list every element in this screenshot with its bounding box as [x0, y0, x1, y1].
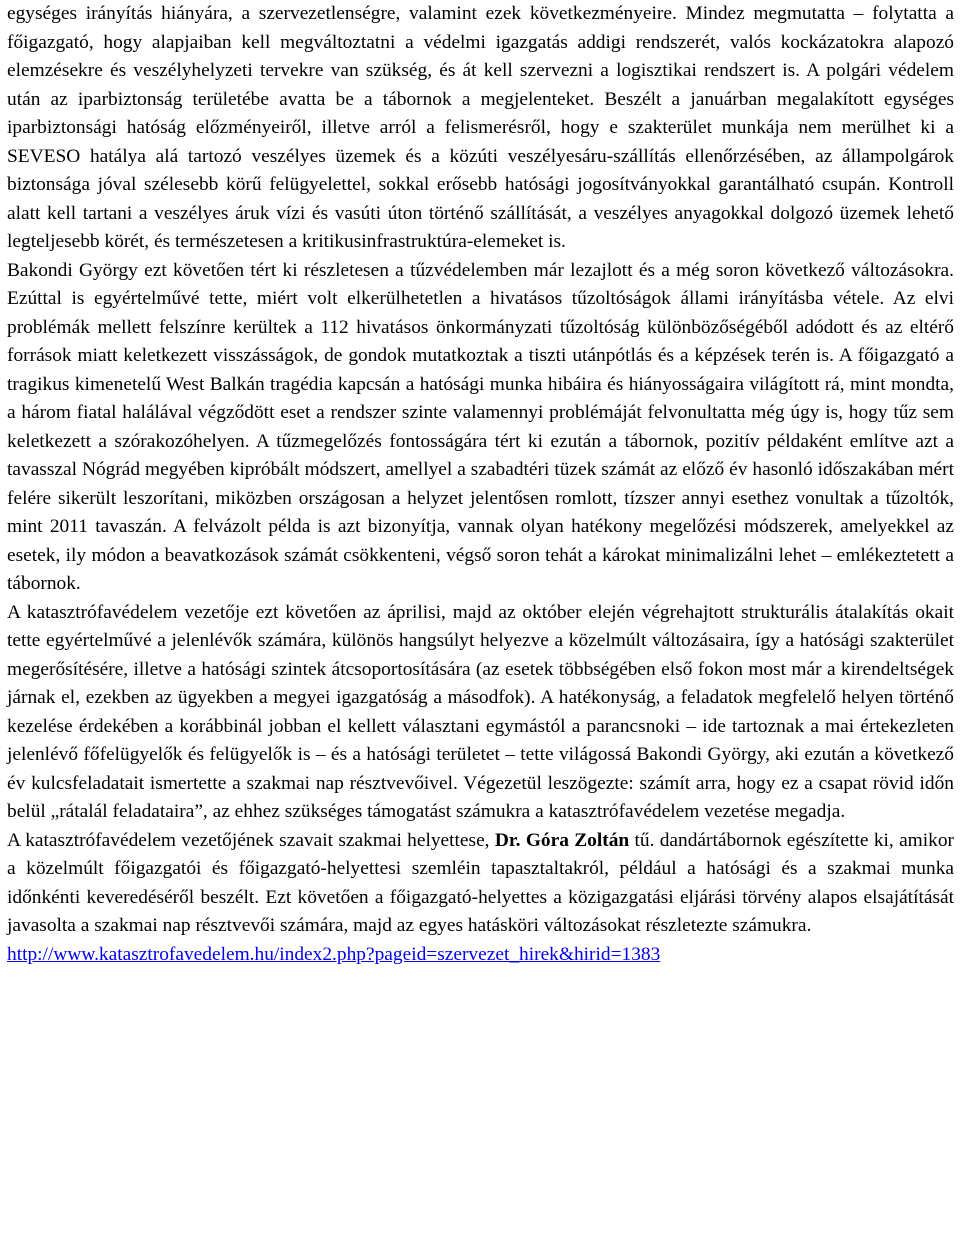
- paragraph-helyettes: [7, 827, 954, 941]
- paragraph-atalakitas: A katasztrófavédelem vezetője ezt követően az áprilisi, majd az október elején végrehajtott strukturális átalakítás okait tette egyértelművé a jelenlévők számára, különös hangsúlyt helyezve a közelmúlt változásaira, így a hatósági szakterület megerősítésére, illetve a hatósági szintek átcsoportosítására (az esetek többségében első fokon most már a kirendeltségek járnak el, ezekben az ügyekben a megyei igazgatóság a másodfok). A hatékonyság, a feladatok megfelelő helyen történő kezelése érdekében a korábbinál jobban el kellett választani egymástól a parancsnoki – ide tartoznak a mai értekezleten jelenlévő főfelügyelők és felügyelők is – és a hatósági területet – tette világossá Bakondi György, aki ezután a következő év kulcsfeladatait ismertette a szakmai nap résztvevőivel. Végezetül leszögezte: számít arra, hogy ez a csapat rövid időn belül „rátalál feladataira”, az ehhez szükséges támogatást számukra a katasztrófavédelem vezetése megadja.: [7, 601, 954, 822]
- document-body: [7, 0, 954, 969]
- paragraph-helyettes-intro: A katasztrófavédelem vezetőjének szavait szakmai helyettese,: [7, 829, 495, 851]
- paragraph-iparbiztonsag: egységes irányítás hiányára, a szervezetlenségre, valamint ezek következményeire. Mindez megmutatta – folytatta a főigazgató, hogy alapjaiban kell megváltoztatni a védelmi igazgatás addigi rendszerét, valós kockázatokra alapozó elemzésekre és veszélyhelyzeti tervekre van szükség, és át kell szervezni a logisztikai rendszert is. A polgári védelem után az iparbiztonság területébe avatta be a tábornok a megjelenteket. Beszélt a januárban megalakított egységes iparbiztonsági hatóság előzményeiről, illetve arról a felismerésről, hogy e szakterület munkája nem merülhet ki a SEVESO hatálya alá tartozó veszélyes üzemek és a közúti veszélyesáru-szállítás ellenőrzésében, az állampolgárok biztonsága jóval szélesebb körű felügyelettel, sokkal erősebb hatósági jogosítványokkal garantálható csupán. Kontroll alatt kell tartani a veszélyes áruk vízi és vasúti úton történő szállítását, a veszélyes anyagokkal dolgozó üzemek lehető legteljesebb körét, és természetesen a kritikusinfrastruktúra-elemeket is.: [7, 3, 954, 252]
- speaker-name: Dr. Góra Zoltán: [494, 829, 630, 851]
- source-line: [7, 941, 954, 970]
- source-link[interactable]: http://www.katasztrofavedelem.hu/index2.php?pageid=szervezet_hirek&hirid=1383: [7, 943, 661, 965]
- paragraph-tuzvedelem: Bakondi György ezt követően tért ki részletesen a tűzvédelemben már lezajlott és a még soron következő változásokra. Ezúttal is egyértelművé tette, miért volt elkerülhetetlen a hivatásos tűzoltóságok állami irányításba vétele. Az elvi problémák mellett felszínre kerültek a 112 hivatásos önkormányzati tűzoltóság különbözőségéből adódott és az eltérő források miatt keletkezett visszásságok, de gondok mutatkoztak a tiszti utánpótlás és a képzések terén is. A főigazgató a tragikus kimenetelű West Balkán tragédia kapcsán a hatósági munka hibáira és hiányosságaira világított rá, mint mondta, a három fiatal halálával végződött eset a rendszer szinte valamennyi problémáját felvonultatta még úgy is, hogy tűz sem keletkezett a szórakozóhelyen. A tűzmegelőzés fontosságára tért ki ezután a tábornok, pozitív példaként említve azt a tavasszal Nógrád megyében kipróbált módszert, amellyel a szabadtéri tüzek számát az előző év hasonló időszakában mért felére sikerült leszorítani, miközben országosan a helyzet jelentősen romlott, tízszer annyi esethez vonultak a tűzoltók, mint 2011 tavaszán. A felvázolt példa is azt bizonyítja, vannak olyan hatékony megelőzési módszerek, amelyekkel az esetek, ily módon a beavatkozások számát csökkenteni, végső soron tehát a károkat minimalizálni lehet – emlékeztetett a tábornok.: [7, 259, 954, 594]
- paragraph-helyettes-rest: tű. dandártábornok egészítette ki, amikor a közelmúlt főigazgatói és főigazgató-helyettesi szemléin tapasztaltakról, például a hatósági és a szakmai munka időnkénti keveredéséről beszélt. Ezt követően a főigazgató-helyettes a közigazgatási eljárási törvény alapos elsajátítását javasolta a szakmai nap résztvevői számára, majd az egyes hatásköri változásokat részletezte számukra.: [7, 829, 955, 936]
